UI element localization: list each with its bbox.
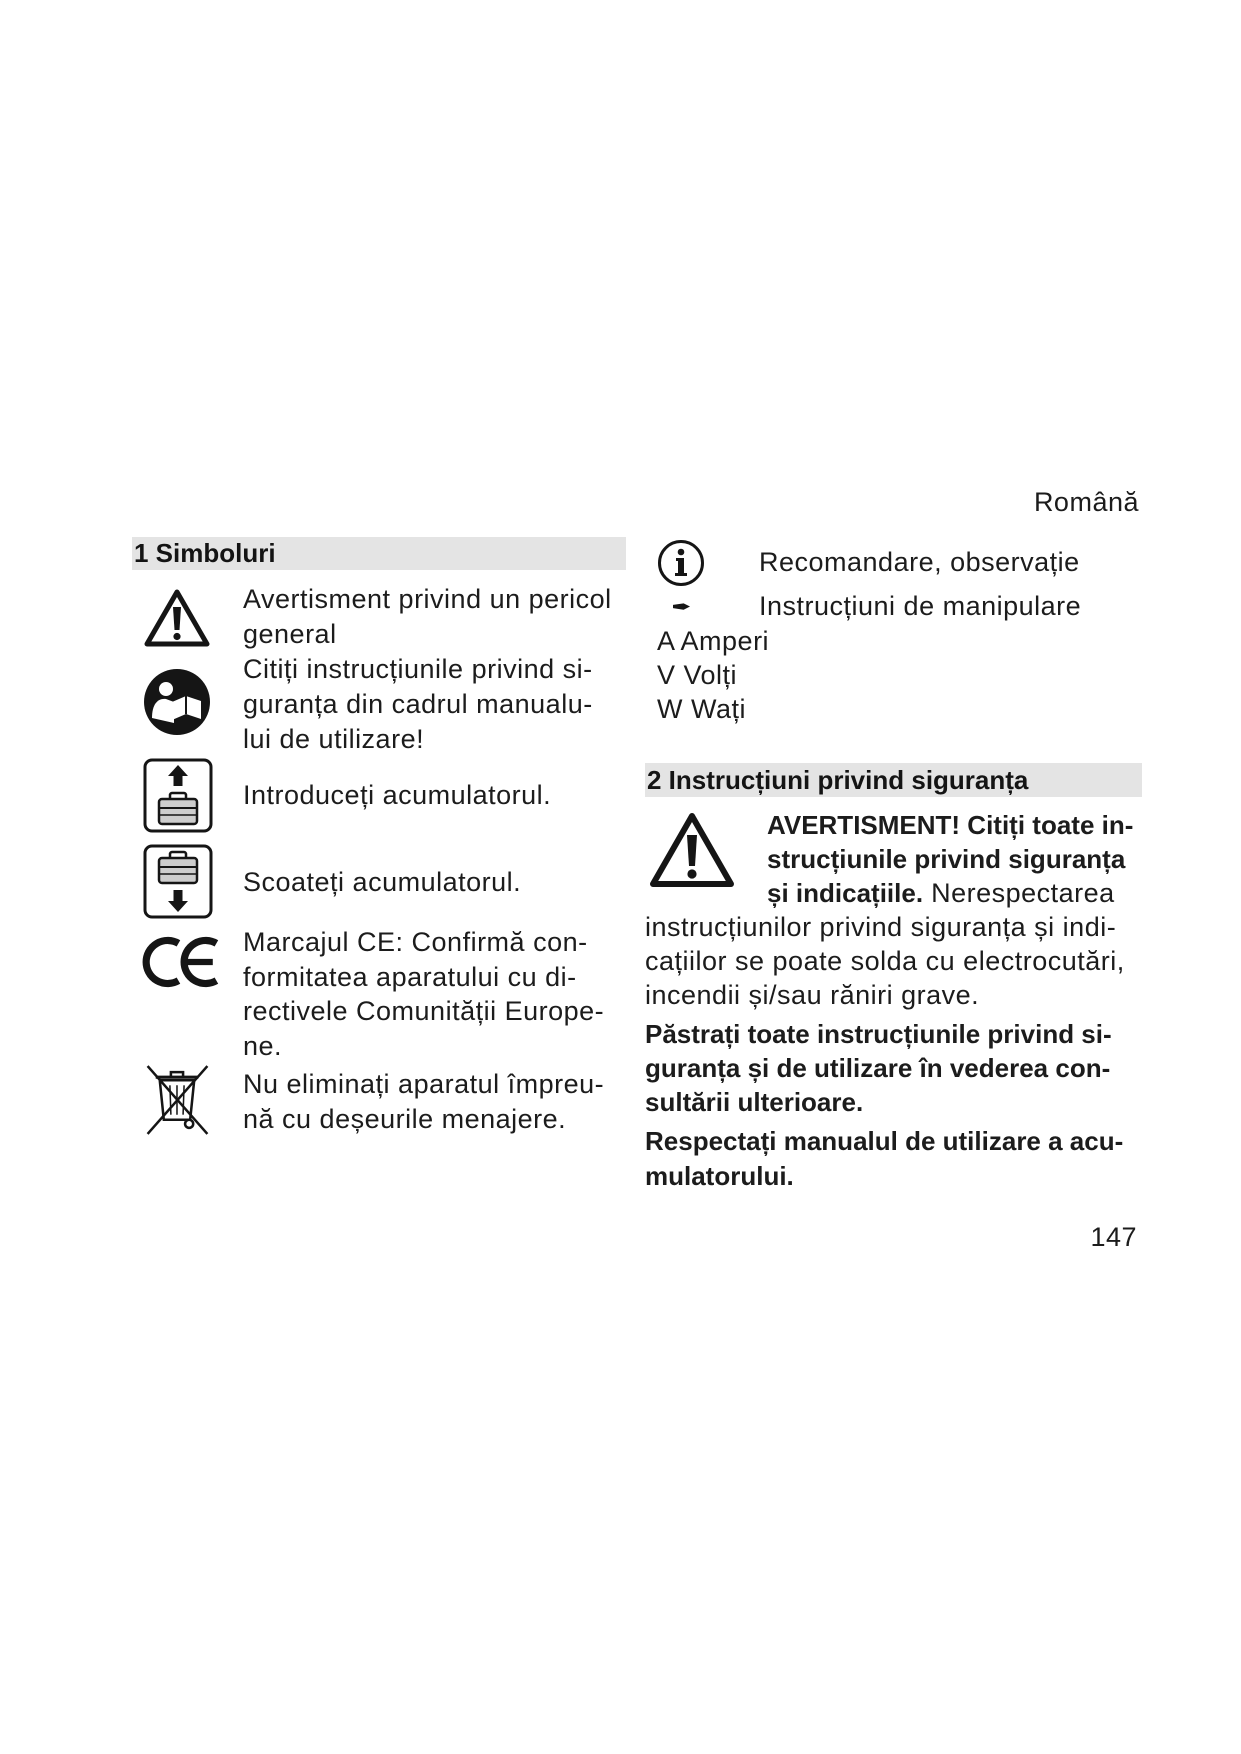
symbol-description-read-manual: [243, 652, 593, 757]
text-line: lui de utilizare!: [243, 724, 425, 754]
ce-mark-icon: [141, 934, 221, 990]
warning-bold-line: AVERTISMENT! Citiți toate in-: [767, 810, 1134, 840]
text-line: Introduceți acumulatorul.: [243, 780, 552, 810]
symbol-description-disposal: [243, 1067, 604, 1137]
unit-amperi: A Amperi: [657, 626, 770, 656]
warning-bold-line: strucțiunile privind siguranța: [767, 844, 1126, 874]
info-symbol-description: Recomandare, observație: [759, 547, 1080, 577]
symbol-description-insert-battery: [243, 778, 551, 813]
units-list: [657, 624, 769, 726]
safety-warning-paragraph: [645, 808, 1133, 1012]
handling-symbol-description: Instrucțiuni de manipulare: [759, 591, 1082, 621]
text-line: mulatorului.: [645, 1161, 794, 1191]
text-line: ne.: [243, 1030, 283, 1061]
warning-text-line: cațiilor se poate solda cu electrocutări,: [645, 946, 1125, 976]
symbol-description-ce-mark: [243, 925, 604, 1063]
unit-wati: W Wați: [657, 694, 746, 724]
general-warning-icon: [142, 586, 212, 650]
text-line: nă cu deșeurile menajere.: [243, 1104, 567, 1134]
text-line: Păstrați toate instrucțiunile privind si-: [645, 1019, 1112, 1049]
observe-manual-paragraph: [645, 1124, 1123, 1194]
text-line: rectivele Comunității Europe-: [243, 996, 605, 1026]
info-icon: [657, 539, 705, 587]
text-line: Scoateți acumulatorul.: [243, 867, 522, 897]
text-line: formitatea aparatului cu di-: [243, 961, 577, 992]
section-2-heading-text: 2 Instrucțiuni privind siguranța: [647, 765, 1029, 795]
text-line: Nu eliminați aparatul împreu-: [243, 1069, 605, 1099]
page-number: 147: [1090, 1222, 1137, 1252]
text-line: guranța din cadrul manualu-: [243, 689, 593, 719]
section-1-heading: [132, 537, 626, 570]
insert-battery-icon: [143, 758, 213, 833]
text-line: general: [243, 619, 337, 649]
section-1-heading-text: 1 Simboluri: [134, 538, 276, 568]
warning-continuation-text: Nerespectarea: [923, 878, 1115, 908]
warning-text-line: instrucțiunilor privind siguranța și indi-: [645, 912, 1117, 942]
text-line: Citiți instrucțiunile privind si-: [243, 654, 593, 684]
warning-bold-text: și indicațiile.: [767, 878, 924, 908]
keep-instructions-paragraph: [645, 1017, 1112, 1119]
text-line: Respectați manualul de utilizare a acu-: [645, 1126, 1124, 1156]
unit-volti: V Volți: [657, 660, 738, 690]
warning-text-line: incendii și/sau răniri grave.: [645, 980, 980, 1010]
warning-mixed-line: [767, 876, 1133, 910]
language-label: Română: [1033, 487, 1139, 517]
remove-battery-icon: [143, 844, 213, 919]
crossed-out-bin-icon: [142, 1062, 214, 1138]
read-manual-icon: [143, 668, 211, 736]
symbol-description-remove-battery: [243, 865, 521, 900]
text-line: Marcajul CE: Confirmă con-: [243, 927, 588, 957]
text-line: Avertisment privind un pericol: [243, 584, 612, 614]
symbol-description-general-warning: [243, 582, 612, 652]
handling-arrow-icon: [673, 602, 690, 611]
text-line: sultării ulterioare.: [645, 1087, 864, 1117]
section-2-heading: [645, 763, 1142, 797]
text-line: guranța și de utilizare în vederea con-: [645, 1053, 1111, 1083]
